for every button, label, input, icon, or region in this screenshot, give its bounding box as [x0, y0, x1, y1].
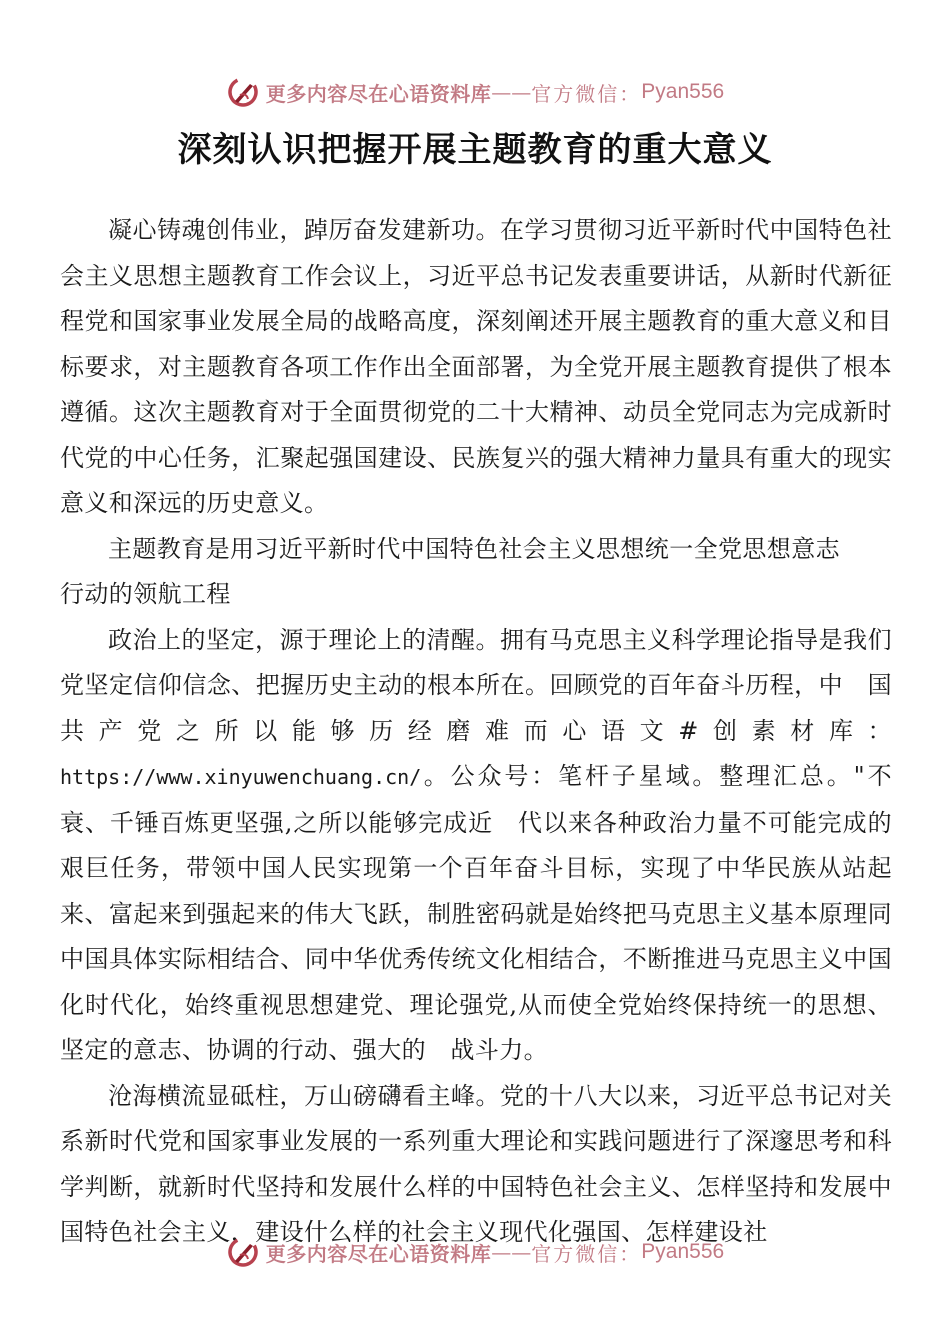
brush-logo-icon	[226, 1235, 260, 1269]
paragraph-2-text-a: 政治上的坚定，源于理论上的清醒。拥有马克思主义科学理论指导是我们党坚定信仰信念、把握历史主动的根本所在。回顾党的百年奋斗历程，中 国共产党之所以能够历经磨难而心语文#创素材库：	[60, 625, 892, 745]
banner-wechat-label: 官方微信：	[531, 1241, 642, 1266]
banner-text: 更多内容尽在心语资料库	[265, 81, 492, 106]
banner-separator: ——	[491, 80, 532, 104]
paragraph-2-text-b: 。公众号：笔杆子星域。整理汇总。"不衰、千锤百炼更坚强,之所以能够完成近 代以来各种政治力量不可能完成的艰巨任务，带领中国人民实现第一个百年奋斗目标，实现了中华民族从站起来、富起来到强起来的伟大飞跃，制胜密码就是始终把马克思主义基本原理同中国具体实际相结合、同中华优秀传统文化相结合，不断推进马克思主义中国化时代化，始终重视思想建党、理论强党,从而使全党始终保持统一的思想、坚定的意志、协调的行动、强大的 战斗力。	[60, 762, 892, 1064]
page-title: 深刻认识把握开展主题教育的重大意义	[177, 130, 773, 170]
website-link[interactable]: https://www.xinyuwenchuang.cn/	[60, 765, 422, 789]
paragraph-2	[60, 618, 892, 1074]
section-heading-1: 主题教育是用习近平新时代中国特色社会主义思想统一全党思想意志行动的领航工程	[60, 534, 840, 608]
banner-separator: ——	[491, 1240, 532, 1264]
paragraph-3: 沧海横流显砥柱，万山磅礴看主峰。党的十八大以来，习近平总书记对关系新时代党和国家事业发展的一系列重大理论和实践问题进行了深邃思考和科学判断，就新时代坚持和发展什么样的中国特色社会主义、怎样坚持和发展中国特色社会主义，建设什么样的社会主义现代化强国、怎样建设社	[60, 1081, 892, 1246]
banner-wechat-id: Pyan556	[641, 80, 725, 103]
paragraph-1: 凝心铸魂创伟业，踔厉奋发建新功。在学习贯彻习近平新时代中国特色社会主义思想主题教育工作会议上，习近平总书记发表重要讲话，从新时代新征程党和国家事业发展全局的战略高度，深刻阐述开展主题教育的重大意义和目标要求，对主题教育各项工作作出全面部署，为全党开展主题教育提供了根本遵循。这次主题教育对于全面贯彻党的二十大精神、动员全党同志为完成新时代党的中心任务，汇聚起强国建设、民族复兴的强大精神力量具有重大的现实意义和深远的历史意义。	[60, 216, 892, 517]
document-body	[60, 208, 892, 1256]
banner-text: 更多内容尽在心语资料库	[265, 1241, 492, 1266]
brush-logo-icon	[226, 75, 260, 109]
header-banner	[0, 70, 950, 114]
banner-wechat-id: Pyan556	[641, 1240, 725, 1263]
banner-wechat-label: 官方微信：	[531, 81, 642, 106]
footer-banner	[0, 1230, 950, 1274]
